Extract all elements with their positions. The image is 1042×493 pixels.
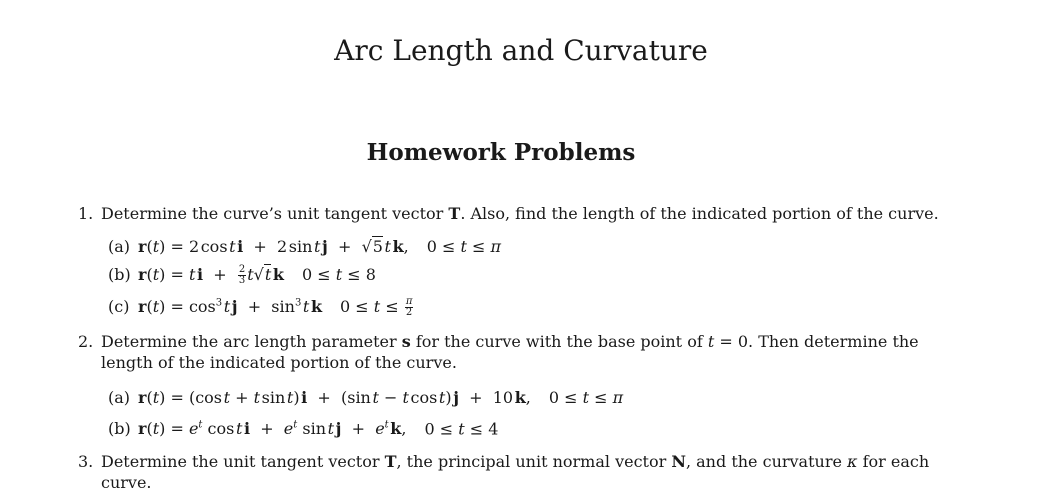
part-2b: (b) $r(t) = e^t$ cos t $i + e^t$ sin t $j + e^t$ k, 0 ≤ t ≤ 4 bbox=[108, 419, 499, 439]
part-1b: (b) r(t) = t i + $\frac{2}{3}$ t√t k 0 ≤ t ≤ 8 bbox=[108, 264, 376, 286]
part-2a: (a) r(t) = (cos t + t sin t) i + (sin t − t cos t) j + 10 k, 0 ≤ t ≤ π bbox=[108, 388, 624, 407]
part-expression: r(t) = (cos t + t sin t) i + (sin t − t cos t) j + 10 k, bbox=[138, 388, 531, 407]
part-range: 0 ≤ t ≤ π bbox=[548, 388, 624, 407]
part-expression: $r(t) = \cos^3$ t $j + \sin^3$ t k bbox=[138, 297, 323, 317]
part-range: 0 ≤ t ≤ 8 bbox=[301, 265, 376, 284]
problem-statement: Determine the curve’s unit tangent vector T. Also, find the length of the indicated portion of the curve. bbox=[101, 204, 939, 223]
part-expression: r(t) = t i + $\frac{2}{3}$ t√t k bbox=[138, 264, 284, 286]
problem-2 bbox=[78, 331, 958, 373]
problem-3 bbox=[78, 451, 958, 493]
part-range: 0 ≤ t ≤ π bbox=[426, 237, 502, 256]
part-expression: r(t) = 2 cos t i + 2 sin t j + √5 t k, bbox=[138, 237, 409, 256]
problem-statement: Determine the unit tangent vector T, the principal unit normal vector N, and the curvature κ for each curve. bbox=[101, 452, 930, 492]
part-range: 0 ≤ t ≤ 4 bbox=[424, 419, 499, 439]
problem-number: 2. bbox=[78, 332, 94, 351]
problem-1 bbox=[78, 203, 958, 224]
page-title: Arc Length and Curvature bbox=[334, 34, 708, 67]
part-1a: (a) r(t) = 2 cos t i + 2 sin t j + √5 t k, 0 ≤ t ≤ π bbox=[108, 237, 502, 256]
problem-statement: Determine the arc length parameter s for the curve with the base point of t = 0. Then determine the length of the indicated portion of the curve. bbox=[101, 332, 919, 372]
section-heading: Homework Problems bbox=[366, 139, 636, 166]
part-1c: (c) $r(t) = \cos^3$ t $j + \sin^3$ t k 0 ≤ t ≤ $\frac{\pi}{2}$ bbox=[108, 296, 413, 319]
part-expression: $r(t) = e^t$ cos t $i + e^t$ sin t $j + e^t$ k, bbox=[138, 419, 407, 439]
problem-number: 3. bbox=[78, 452, 94, 471]
part-range: 0 ≤ t ≤ $\frac{\pi}{2}$ bbox=[340, 296, 413, 319]
problem-number: 1. bbox=[78, 204, 94, 223]
